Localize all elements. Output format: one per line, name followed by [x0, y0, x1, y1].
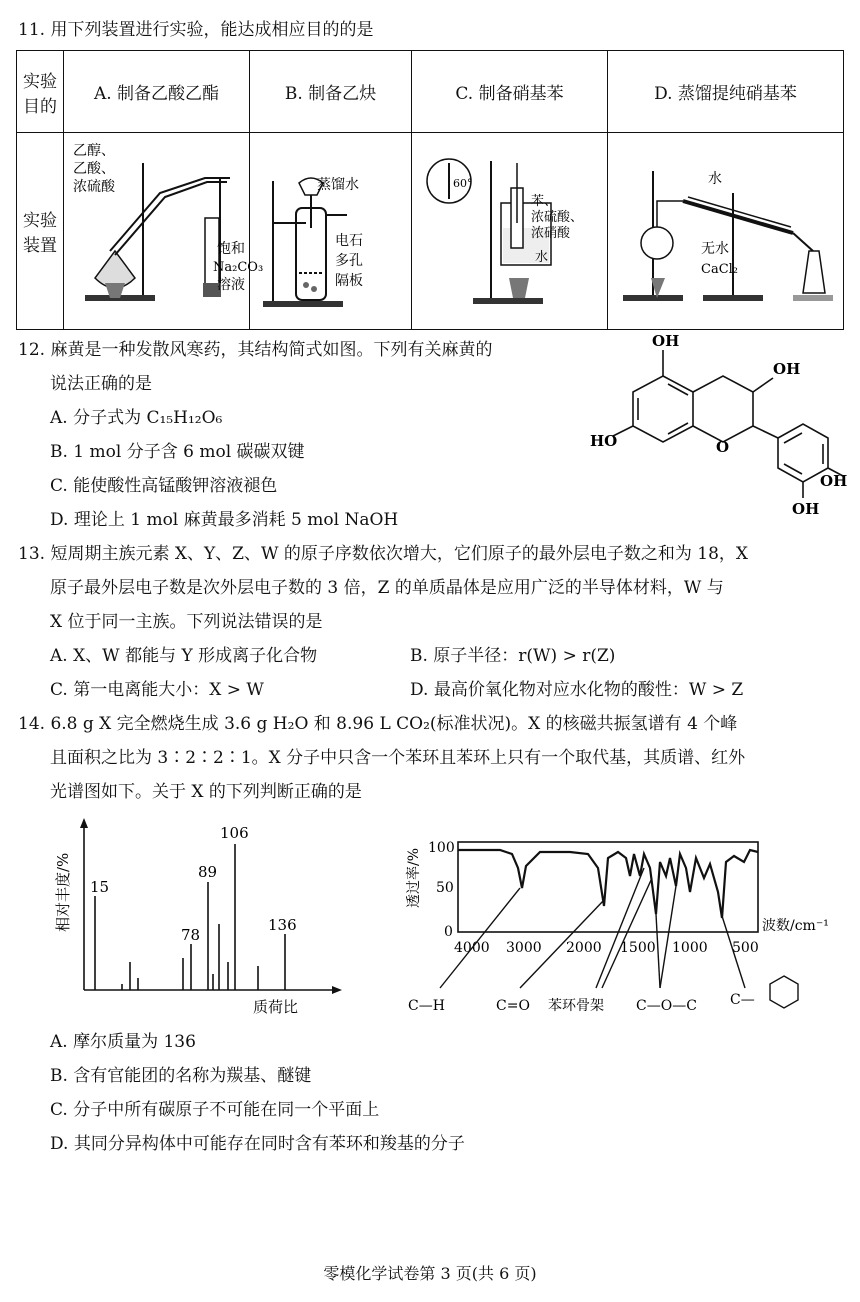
row1-header: 实验目的 [17, 51, 64, 133]
q12-option-d: D. 理论上 1 mol 麻黄最多消耗 5 mol NaOH [50, 510, 399, 530]
q13-line-3: X 位于同一主族。下列说法错误的是 [50, 612, 323, 632]
ephedra-structure [588, 328, 850, 520]
ir-annotation-ring: 苯环骨架 [548, 998, 604, 1014]
q12-option-b: B. 1 mol 分子含 6 mol 碳碳双键 [50, 442, 305, 462]
ir-annotation-coc: C—O—C [636, 998, 697, 1014]
ir-xtick-1000: 1000 [672, 940, 708, 956]
option-a-label: A. 制备乙酸乙酯 [64, 51, 250, 133]
ms-label-136: 136 [268, 916, 297, 934]
tag-c-2: 浓硫酸、 [531, 210, 584, 225]
q12-stem-2: 说法正确的是 [50, 374, 152, 394]
apparatus-a-drawing [65, 133, 264, 324]
tag-b-0: 蒸馏水 [317, 177, 359, 193]
q11-table [16, 50, 844, 330]
ms-label-78: 78 [181, 926, 201, 944]
tag-c-1: 苯、 [531, 194, 558, 209]
q13-option-a: A. X、W 都能与 Y 形成离子化合物 [50, 646, 318, 666]
q14-line-2: 且面积之比为 3∶2∶2∶1。X 分子中只含一个苯环且苯环上只有一个取代基，其质谱、红外 [50, 748, 746, 768]
ir-xtick-3000: 3000 [506, 940, 542, 956]
ir-plot-frame [458, 842, 758, 932]
tag-a-2: 浓硫酸 [73, 179, 115, 195]
ir-annotation-ch: C—H [408, 998, 445, 1014]
tag-a-3: 饱和 [217, 241, 245, 257]
ir-ytick-100: 100 [428, 840, 455, 856]
option-b-label: B. 制备乙炔 [250, 51, 412, 133]
struct-label-0: OH [652, 332, 680, 350]
ir-annotation-co: C=O [496, 998, 530, 1014]
tag-d-2: CaCl₂ [700, 262, 738, 277]
tag-b-2: 多孔 [335, 253, 363, 269]
ir-ytick-0: 0 [444, 924, 453, 940]
row2-header: 实验装置 [17, 133, 64, 330]
tag-d-1: 无水 [700, 241, 729, 257]
apparatus-d-drawing [613, 133, 839, 324]
q13-option-c: C. 第一电离能大小：X > W [50, 680, 264, 700]
apparatus-d [608, 133, 844, 330]
mass-spectrum-chart [50, 812, 350, 1022]
ms-y-arrow [80, 818, 88, 828]
q14-line-1: 14. 6.8 g X 完全燃烧生成 3.6 g H₂O 和 8.96 L CO₂(标准状况)。X 的核磁共振氢谱有 4 个峰 [18, 714, 738, 734]
q14-option-a: A. 摩尔质量为 136 [50, 1032, 196, 1052]
option-c-label: C. 制备硝基苯 [412, 51, 608, 133]
ms-label-106: 106 [220, 824, 249, 842]
q14-line-3: 光谱图如下。关于 X 的下列判断正确的是 [50, 782, 362, 802]
struct-label-1: OH [773, 360, 801, 378]
ir-xtick-1500: 1500 [620, 940, 656, 956]
q12-option-c: C. 能使酸性高锰酸钾溶液褪色 [50, 476, 278, 496]
ms-x-arrow [332, 986, 342, 994]
apparatus-c [412, 133, 608, 330]
q12-stem-1: 12. 麻黄是一种发散风寒药，其结构简式如图。下列有关麻黄的 [18, 340, 493, 360]
q14-option-d: D. 其同分异构体中可能存在同时含有苯环和羧基的分子 [50, 1134, 465, 1154]
q11-stem: 11. 用下列装置进行实验，能达成相应目的的是 [18, 20, 374, 40]
tag-b-3: 隔板 [335, 273, 363, 289]
apparatus-b-drawing [251, 133, 410, 324]
tag-d-0: 水 [707, 171, 722, 187]
tag-c-3: 浓硝酸 [531, 226, 571, 241]
ir-phenyl-ring [770, 976, 798, 1008]
q13-line-1: 13. 短周期主族元素 X、Y、Z、W 的原子序数依次增大，它们原子的最外层电子数之和为 18，X [18, 544, 748, 564]
ms-label-15: 15 [90, 878, 110, 896]
option-d-label: D. 蒸馏提纯硝基苯 [608, 51, 844, 133]
tag-a-4: Na₂CO₃ [213, 260, 264, 275]
tag-b-1: 电石 [335, 233, 363, 249]
ms-ylabel: 相对丰度/% [54, 852, 72, 932]
q13-option-d: D. 最高价氧化物对应水化物的酸性：W > Z [410, 680, 744, 700]
q14-option-b: B. 含有官能团的名称为羰基、醚键 [50, 1066, 312, 1086]
ir-xtick-4000: 4000 [454, 940, 490, 956]
apparatus-b [250, 133, 412, 330]
page-footer: 零模化学试卷第 3 页(共 6 页) [323, 1264, 537, 1283]
struct-label-3: O [716, 438, 730, 456]
apparatus-c-drawing [413, 133, 606, 324]
struct-label-2: HO [590, 432, 618, 450]
ir-spectrum-line [458, 850, 758, 918]
struct-label-5: OH [792, 500, 820, 518]
ir-ylabel: 透过率/% [406, 847, 422, 908]
ir-spectrum-chart [400, 828, 845, 1018]
ms-xlabel: 质荷比 [253, 998, 299, 1016]
ms-label-89: 89 [198, 863, 218, 881]
tag-c-0: 60° [453, 177, 473, 190]
q13-option-b: B. 原子半径：r(W) > r(Z) [410, 646, 616, 666]
q13-line-2: 原子最外层电子数是次外层电子数的 3 倍，Z 的单质晶体是应用广泛的半导体材料，W 与 [50, 578, 724, 598]
tag-a-1: 乙酸、 [73, 161, 115, 177]
tag-a-5: 溶液 [217, 277, 245, 293]
tag-a-0: 乙醇、 [73, 143, 115, 159]
struct-label-4: OH [820, 472, 848, 490]
ir-ytick-50: 50 [436, 880, 454, 896]
ir-xtick-2000: 2000 [566, 940, 602, 956]
ir-xtick-500: 500 [732, 940, 759, 956]
ir-annotation-phenyl: C— [730, 992, 755, 1008]
apparatus-a [64, 133, 264, 330]
tag-c-4: 水 [535, 250, 549, 265]
q14-option-c: C. 分子中所有碳原子不可能在同一个平面上 [50, 1100, 380, 1120]
q12-option-a: A. 分子式为 C₁₅H₁₂O₆ [50, 408, 223, 428]
ir-xlabel: 波数/cm⁻¹ [762, 918, 829, 934]
